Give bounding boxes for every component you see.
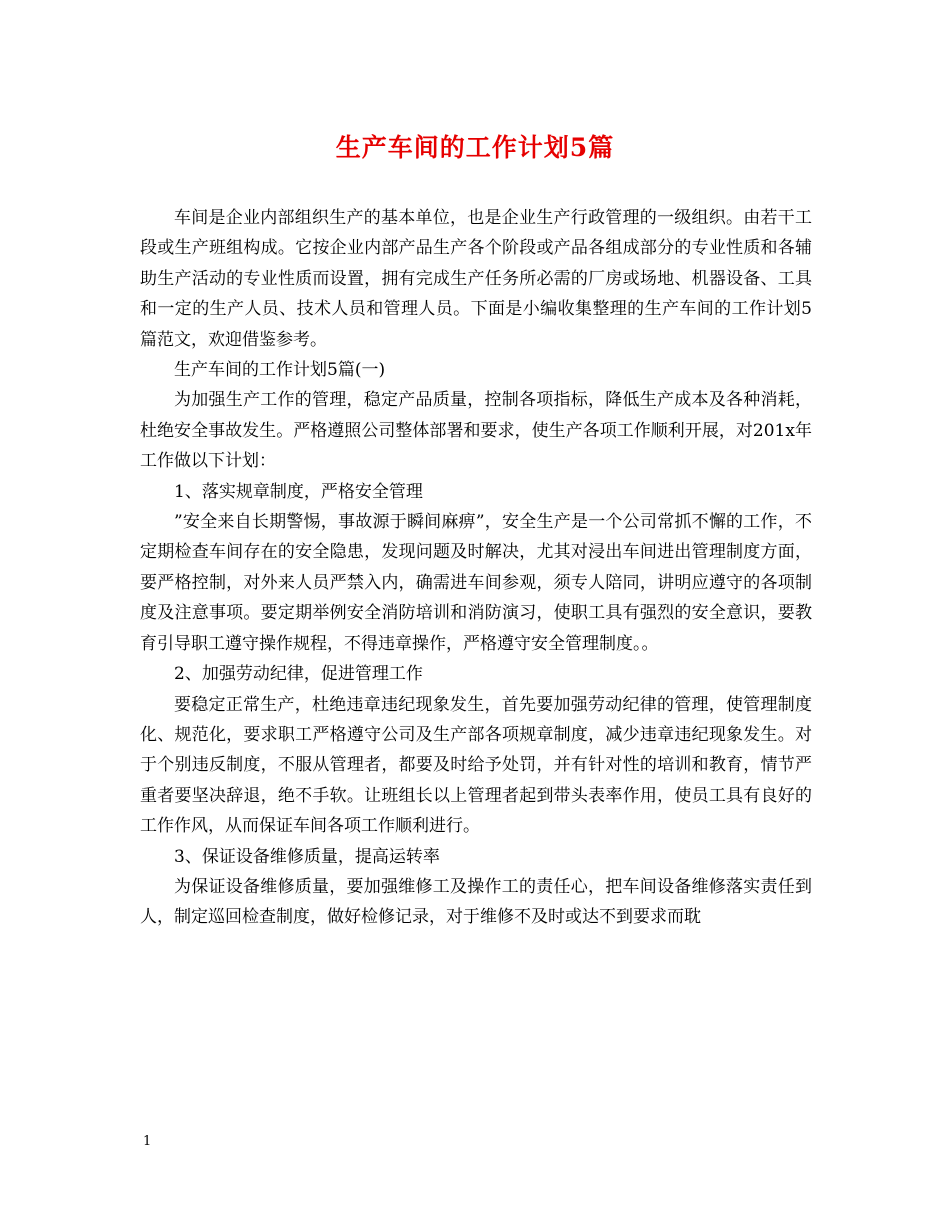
body-paragraph: ”安全来自长期警惕，事故源于瞬间麻痹”，安全生产是一个公司常抓不懈的工作，不定期检查车间存在的安全隐患，发现问题及时解决，尤其对浸出车间进出管理制度方面，要严格控制，对外来人员严禁入内，确需进车间参观，须专人陪同，讲明应遵守的各项制度及注意事项。要定期举例安全消防培训和消防演习，使职工具有强烈的安全意识，要教育引导职工遵守操作规程，不得违章操作，严格遵守安全管理制度。。 (140, 512, 812, 654)
subheading: 1、落实规章制度，严格安全管理 (174, 481, 423, 502)
page-title: 生产车间的工作计划5篇 (335, 133, 615, 162)
subheading: 3、保证设备维修质量，提高运转率 (174, 846, 440, 867)
body-paragraph: 要稳定正常生产，杜绝违章违纪现象发生，首先要加强劳动纪律的管理，使管理制度化、规范化，要求职工严格遵守公司及生产部各项规章制度，减少违章违纪现象发生。对于个别违反制度，不服从管理者，都要及时给予处罚，并有针对性的培训和教育，情节严重者要坚决辞退，绝不手软。让班组长以上管理者起到带头表率作用，使员工具有良好的工作作风，从而保证车间各项工作顺利进行。 (140, 694, 812, 837)
intro-paragraph: 车间是企业内部组织生产的基本单位，也是企业生产行政管理的一级组织。由若干工段或生产班组构成。它按企业内部产品生产各个阶段或产品各组成部分的专业性质和各辅助生产活动的专业性质而设置，拥有完成生产任务所必需的厂房或场地、机器设备、工具和一定的生产人员、技术人员和管理人员。下面是小编收集整理的生产车间的工作计划5篇范文，欢迎借鉴参考。 (140, 208, 812, 350)
page-number: 1 (143, 1134, 152, 1149)
section-heading: 生产车间的工作计划5篇(一) (174, 360, 386, 381)
body-paragraph: 为加强生产工作的管理，稳定产品质量，控制各项指标，降低生产成本及各种消耗，杜绝安全事故发生。严格遵照公司整体部署和要求，使生产各项工作顺利开展，对201x年工作做以下计划： (140, 390, 812, 472)
body-paragraph: 为保证设备维修质量，要加强维修工及操作工的责任心，把车间设备维修落实责任到人，制定巡回检查制度，做好检修记录，对于维修不及时或达不到要求而耽 (140, 876, 812, 928)
document-body (140, 203, 812, 933)
subheading: 2、加强劳动纪律，促进管理工作 (174, 664, 423, 685)
